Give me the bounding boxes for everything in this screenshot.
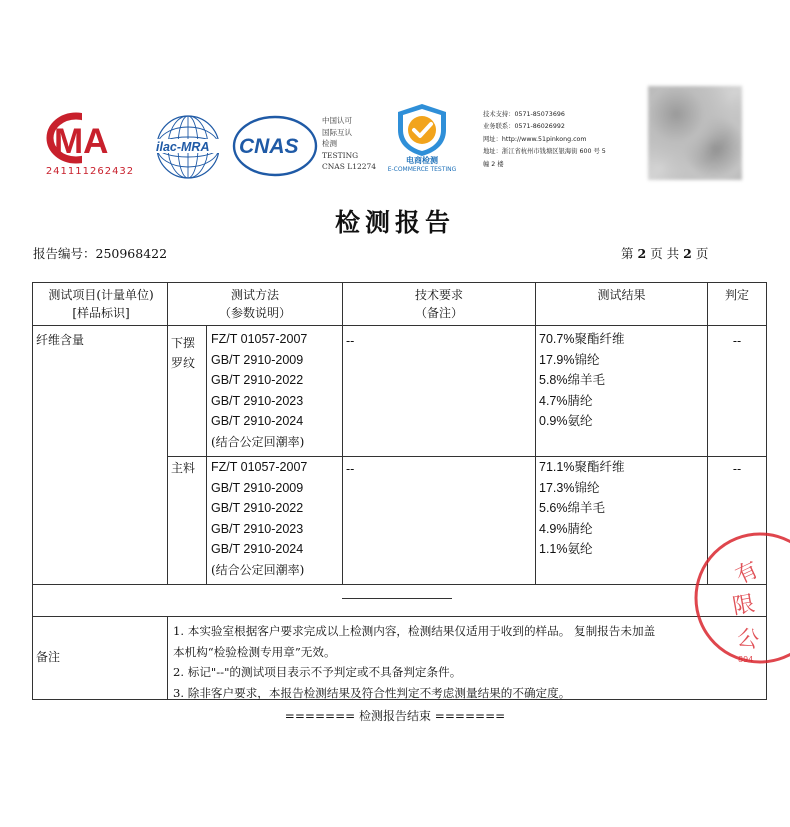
methods-group-1: FZ/T 01057-2007 GB/T 2910-2009 GB/T 2910-2022 GB/T 2910-2023 GB/T 2910-2024 (结合公定回潮率)	[211, 332, 308, 449]
header-result: 测试结果	[597, 288, 646, 302]
header-requirement: 技术要求 （备注）	[414, 288, 463, 320]
remark-2: 2. 标记"--"的测试项目表示不予判定或不具备判定条件。	[173, 665, 462, 679]
remark-3: 3. 除非客户要求，本报告检测结果及符合性判定不考虑测量结果的不确定度。	[173, 685, 571, 700]
judgement-group-1: --	[732, 334, 742, 348]
svg-text:有: 有	[731, 557, 763, 590]
ilac-mra-logo	[151, 114, 225, 180]
cnas-text: CNAS	[239, 135, 299, 158]
remarks-list	[173, 621, 763, 703]
item-fiber-content: 纤维含量	[36, 333, 85, 347]
part-rib-hem: 下摆 罗纹	[171, 336, 196, 370]
report-number: 报告编号：250968422	[33, 246, 168, 261]
cnas-logo	[232, 115, 318, 177]
part-main-fabric: 主料	[171, 461, 196, 475]
remark-1-cont: 本机构“检验检测专用章”无效。	[173, 644, 336, 659]
svg-text:限: 限	[730, 591, 757, 620]
results-group-1: 70.7%聚酯纤维 17.9%锦纶 5.8%绵羊毛 4.7%腈纶 0.9%氨纶	[539, 332, 625, 429]
svg-text:公: 公	[734, 625, 761, 654]
header-judgement: 判定	[724, 288, 749, 302]
header-test-method: 测试方法 （参数说明）	[218, 288, 291, 320]
report-end-marker: ======= 检测报告结束 =======	[284, 709, 506, 723]
svg-text:894: 894	[738, 655, 754, 664]
page-indicator: 第 2 页 共 2 页	[621, 246, 709, 261]
svg-text:MA: MA	[54, 122, 109, 161]
judgement-group-2: --	[732, 462, 742, 476]
ecommerce-testing-label: 电商检测	[406, 156, 438, 165]
total-pages: 2	[683, 246, 692, 261]
current-page: 2	[637, 246, 647, 261]
tech-support-line: 技术支持：0571-85073696	[483, 111, 565, 118]
remarks-label: 备注	[36, 650, 61, 664]
remark-1: 1. 本实验室根据客户要求完成以上检测内容，检测结果仅适用于收到的样品。 复制报告未加盖	[173, 624, 656, 638]
ilac-mra-text: ilac-MRA	[156, 140, 210, 154]
cma-number: 241111262432	[45, 166, 135, 177]
header-test-item: 测试项目(计量单位) [样品标识]	[48, 288, 154, 320]
results-table	[32, 282, 767, 700]
requirement-group-2: --	[346, 462, 355, 476]
website-line: 网址：http://www.51pinkong.com	[483, 135, 587, 143]
address-line-1: 地址：浙江省杭州市钱塘区银海街 600 号 5	[483, 148, 606, 156]
methods-group-2: FZ/T 01057-2007 GB/T 2910-2009 GB/T 2910-2022 GB/T 2910-2023 GB/T 2910-2024 (结合公定回潮率)	[211, 460, 308, 577]
cnas-accreditation-text: 中国认可 国际互认 检测 TESTING CNAS L12274	[322, 116, 377, 171]
business-line: 业务联系：0571-86026992	[483, 123, 565, 131]
results-group-2: 71.1%聚酯纤维 17.3%锦纶 5.6%绵羊毛 4.9%腈纶 1.1%氨纶	[539, 460, 625, 557]
requirement-group-1: --	[346, 334, 355, 348]
contact-info	[483, 109, 653, 171]
report-title: 检测报告	[334, 208, 455, 237]
ecommerce-testing-label-en: E-COMMERCE TESTING	[387, 166, 457, 173]
address-line-2: 幢 2 楼	[483, 160, 504, 168]
blurred-qr-code	[648, 86, 742, 180]
company-seal-stamp	[690, 528, 790, 668]
blank-row-rule	[342, 598, 452, 599]
